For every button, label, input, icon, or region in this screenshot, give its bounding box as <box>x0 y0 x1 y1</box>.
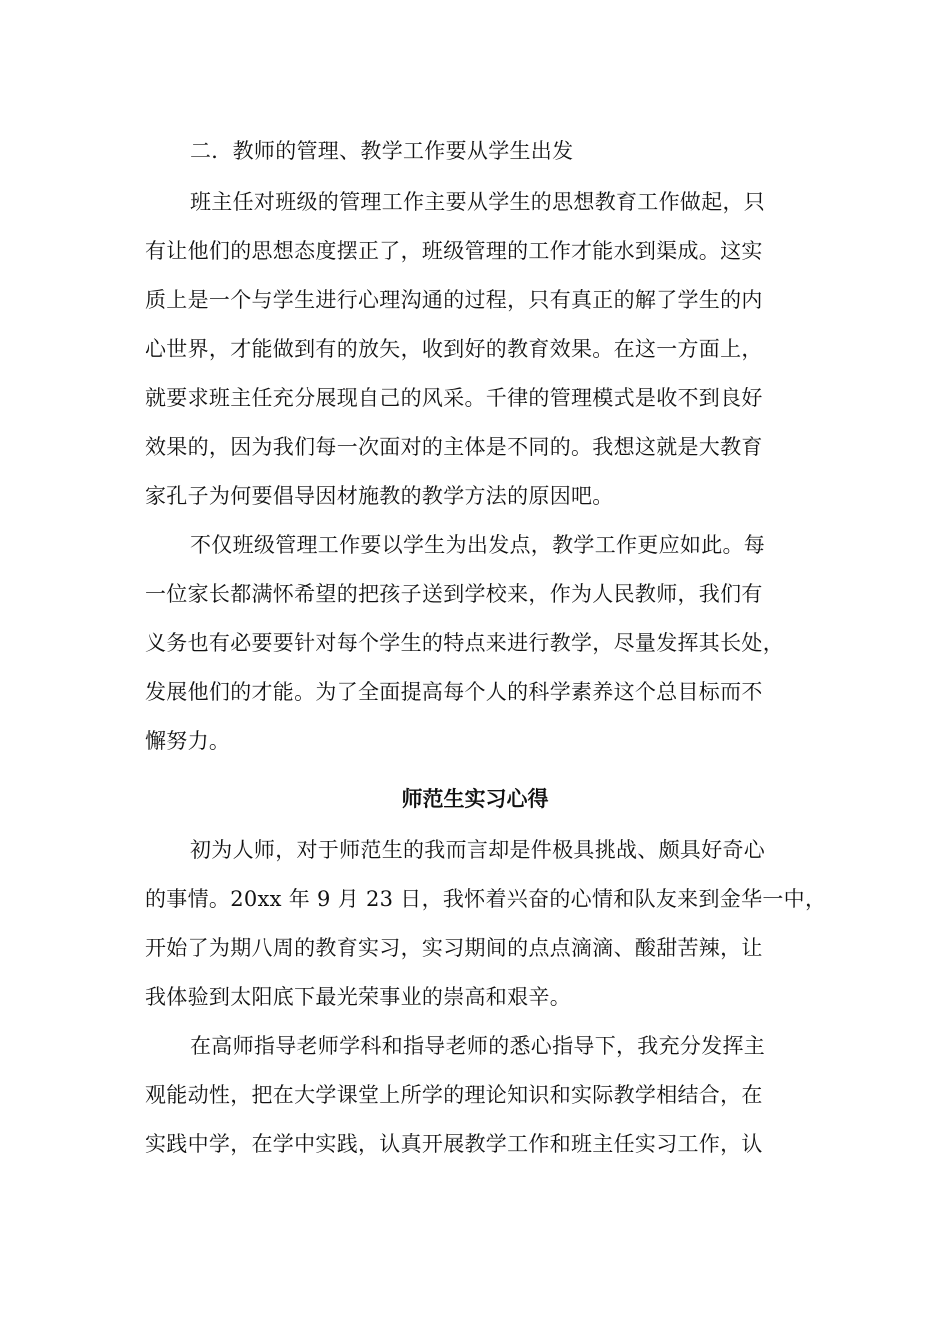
paragraph-line: 观能动性，把在大学课堂上所学的理论知识和实际教学相结合，在 <box>145 1083 763 1107</box>
section-heading: 二．教师的管理、教学工作要从学生出发 <box>190 139 574 163</box>
paragraph-line: 实践中学，在学中实践，认真开展教学工作和班主任实习工作，认 <box>145 1132 763 1156</box>
paragraph-line: 义务也有必要要针对每个学生的特点来进行教学，尽量发挥其长处， <box>145 631 784 655</box>
paragraph-line: 懈努力。 <box>145 729 231 753</box>
paragraph-line: 班主任对班级的管理工作主要从学生的思想教育工作做起，只 <box>190 190 766 214</box>
paragraph-line: 就要求班主任充分展现自己的风采。千律的管理模式是收不到良好 <box>145 386 763 410</box>
article-title: 师范生实习心得 <box>401 787 549 811</box>
paragraph-line: 家孔子为何要倡导因材施教的教学方法的原因吧。 <box>145 484 614 508</box>
paragraph-line: 有让他们的思想态度摆正了，班级管理的工作才能水到渠成。这实 <box>145 239 763 263</box>
paragraph-line: 心世界，才能做到有的放矢，收到好的教育效果。在这一方面上， <box>145 337 763 361</box>
paragraph-line: 的事情。20xx 年 9 月 23 日，我怀着兴奋的心情和队友来到金华一中， <box>145 887 827 911</box>
paragraph-line: 质上是一个与学生进行心理沟通的过程，只有真正的解了学生的内 <box>145 288 763 312</box>
paragraph-line: 一位家长都满怀希望的把孩子送到学校来，作为人民教师，我们有 <box>145 582 763 606</box>
paragraph-line: 发展他们的才能。为了全面提高每个人的科学素养这个总目标而不 <box>145 680 763 704</box>
paragraph-line: 不仅班级管理工作要以学生为出发点，教学工作更应如此。每 <box>190 533 766 557</box>
paragraph-line: 开始了为期八周的教育实习，实习期间的点点滴滴、酸甜苦辣，让 <box>145 936 763 960</box>
paragraph-line: 在高师指导老师学科和指导老师的悉心指导下，我充分发挥主 <box>190 1034 766 1058</box>
paragraph-line: 效果的，因为我们每一次面对的主体是不同的。我想这就是大教育 <box>145 435 763 459</box>
paragraph-line: 我体验到太阳底下最光荣事业的崇高和艰辛。 <box>145 985 571 1009</box>
paragraph-line: 初为人师，对于师范生的我而言却是件极具挑战、颇具好奇心 <box>190 838 766 862</box>
